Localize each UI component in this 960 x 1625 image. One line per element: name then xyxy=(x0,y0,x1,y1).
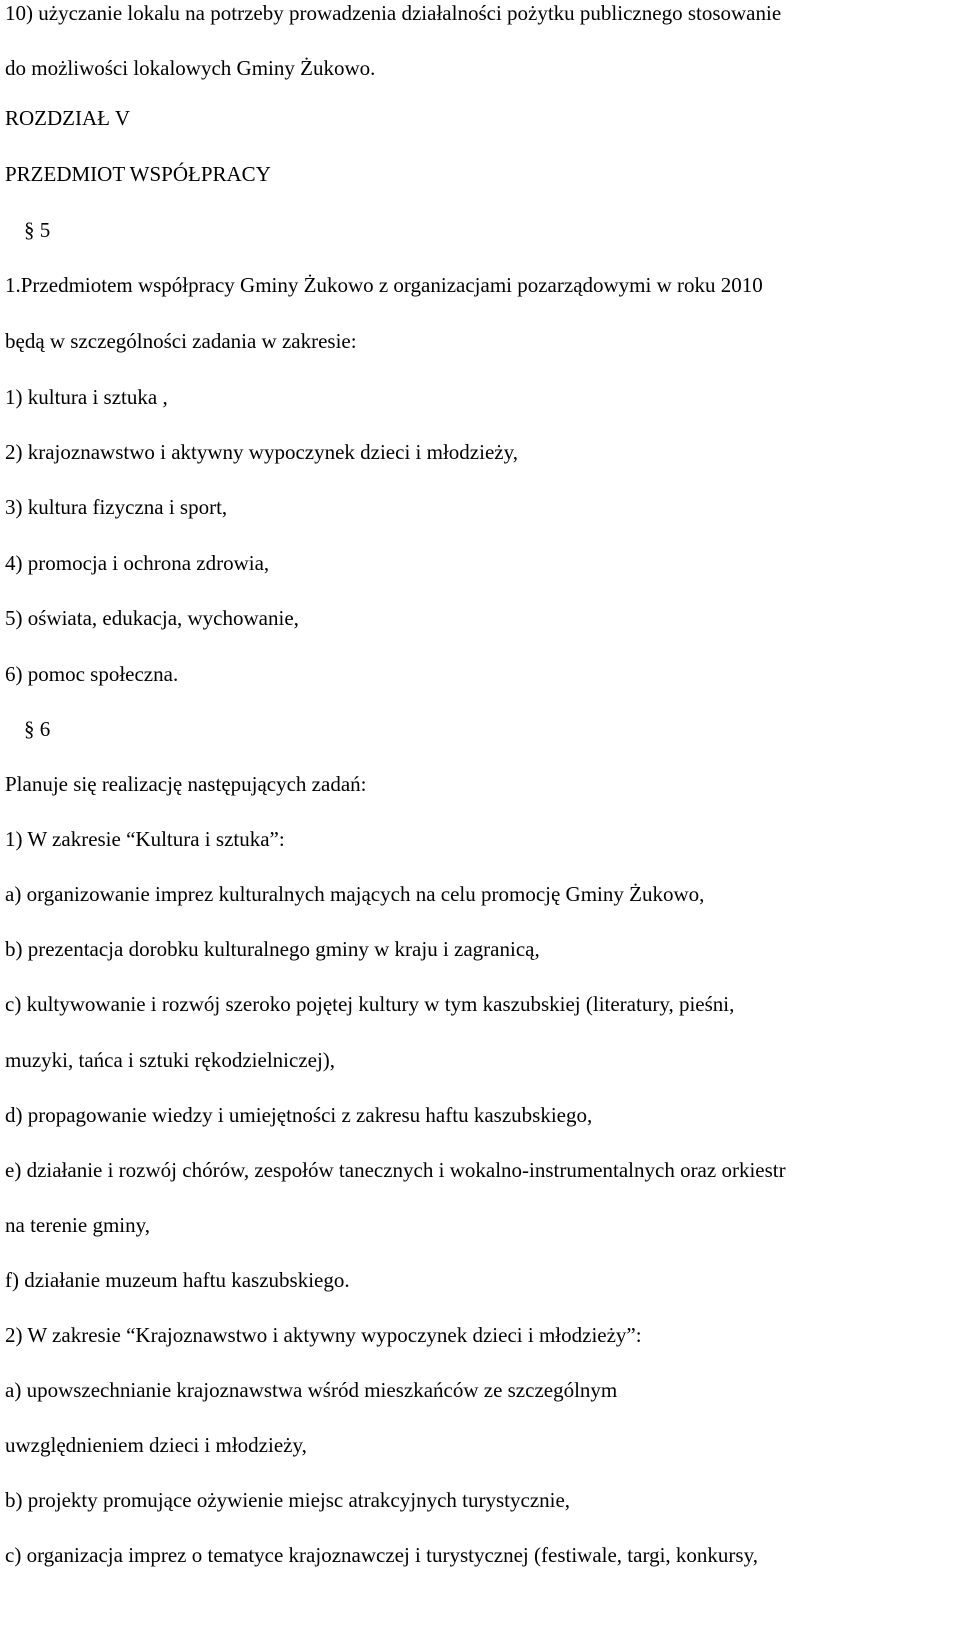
text-line: będą w szczególności zadania w zakresie: xyxy=(5,329,357,353)
list-item: 1) kultura i sztuka , xyxy=(5,385,168,409)
list-item: e) działanie i rozwój chórów, zespołów tanecznych i wokalno-instrumentalnych oraz orkiestr xyxy=(5,1158,786,1182)
text-line: 1) W zakresie “Kultura i sztuka”: xyxy=(5,827,285,851)
text-line: 10) użyczanie lokalu na potrzeby prowadzenia działalności pożytku publicznego stosowanie xyxy=(5,1,782,25)
chapter-title: PRZEDMIOT WSPÓŁPRACY xyxy=(5,162,271,186)
list-item: a) upowszechnianie krajoznawstwa wśród mieszkańców ze szczególnym xyxy=(5,1378,618,1402)
list-item: b) prezentacja dorobku kulturalnego gminy w kraju i zagranicą, xyxy=(5,937,540,961)
list-item: 4) promocja i ochrona zdrowia, xyxy=(5,551,270,575)
text-line: Planuje się realizację następujących zadań: xyxy=(5,772,367,796)
list-item: c) kultywowanie i rozwój szeroko pojętej kultury w tym kaszubskiej (literatury, pieśni, xyxy=(5,992,735,1016)
list-item: a) organizowanie imprez kulturalnych mających na celu promocję Gminy Żukowo, xyxy=(5,882,705,906)
text-line: 1.Przedmiotem współpracy Gminy Żukowo z organizacjami pozarządowymi w roku 2010 xyxy=(5,273,763,297)
text-line: na terenie gminy, xyxy=(5,1213,151,1237)
list-item: 5) oświata, edukacja, wychowanie, xyxy=(5,606,299,630)
list-item: 3) kultura fizyczna i sport, xyxy=(5,495,228,519)
list-item: c) organizacja imprez o tematyce krajoznawczej i turystycznej (festiwale, targi, konkursy, xyxy=(5,1543,758,1567)
text-line: 2) W zakresie “Krajoznawstwo i aktywny wypoczynek dzieci i młodzieży”: xyxy=(5,1323,642,1347)
list-item: b) projekty promujące ożywienie miejsc atrakcyjnych turystycznie, xyxy=(5,1488,571,1512)
text-line: muzyki, tańca i sztuki rękodzielniczej), xyxy=(5,1048,336,1072)
chapter-heading: ROZDZIAŁ V xyxy=(5,106,131,130)
list-item: 6) pomoc społeczna. xyxy=(5,662,179,686)
text-line: uwzględnieniem dzieci i młodzieży, xyxy=(5,1433,307,1457)
text-line: do możliwości lokalowych Gminy Żukowo. xyxy=(5,56,376,80)
section-number: § 6 xyxy=(24,717,51,741)
list-item: f) działanie muzeum haftu kaszubskiego. xyxy=(5,1268,350,1292)
list-item: 2) krajoznawstwo i aktywny wypoczynek dzieci i młodzieży, xyxy=(5,440,518,464)
section-number: § 5 xyxy=(24,218,51,242)
list-item: d) propagowanie wiedzy i umiejętności z zakresu haftu kaszubskiego, xyxy=(5,1103,593,1127)
